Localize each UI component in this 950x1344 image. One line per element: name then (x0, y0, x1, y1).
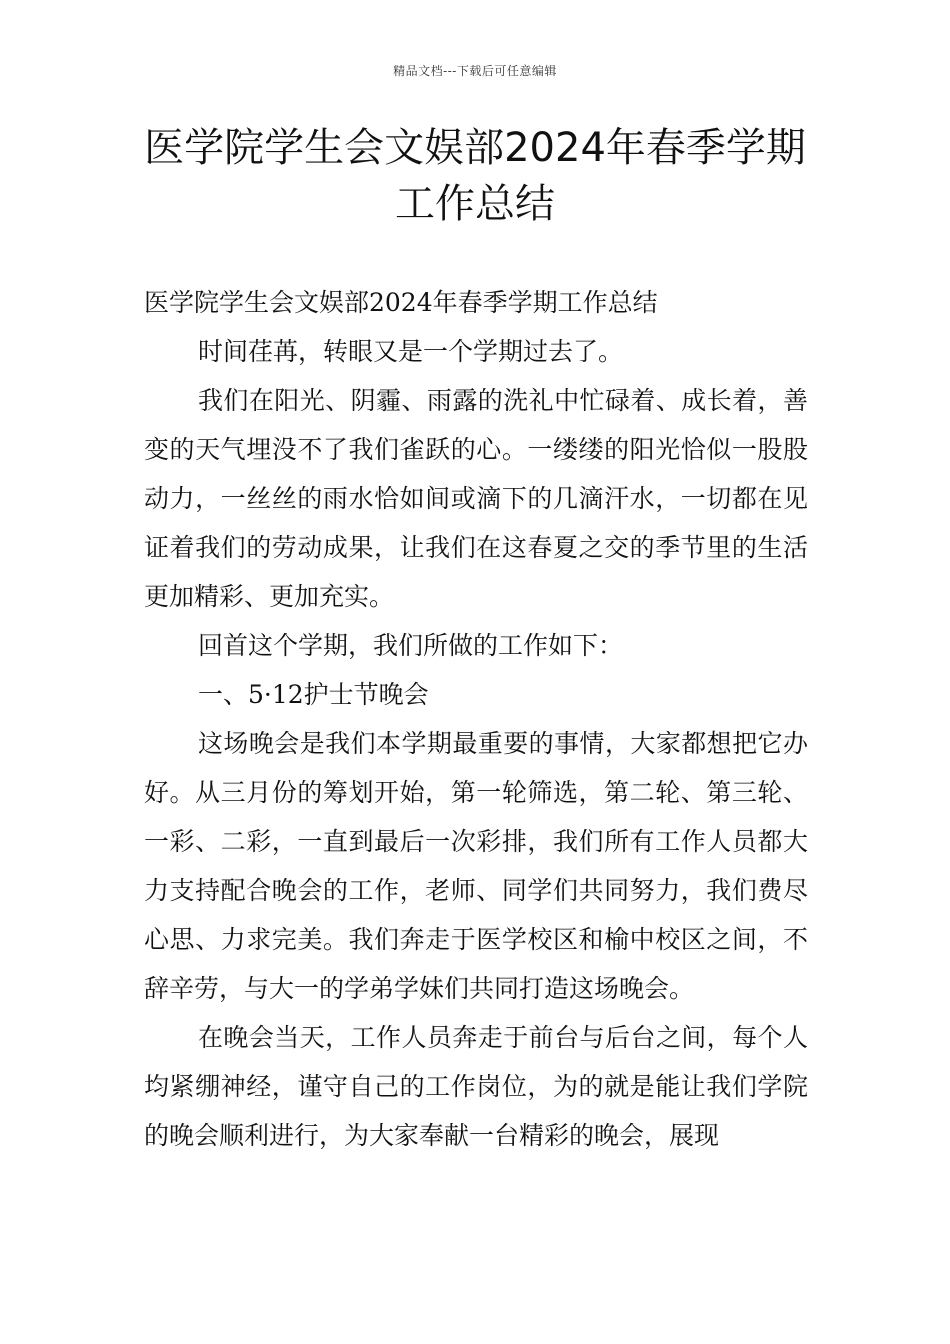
header-note: 精品文档---下载后可任意编辑 (393, 64, 557, 78)
section-heading-1: 一、5·12护士节晚会 (198, 680, 429, 709)
paragraph-gala: 这场晚会是我们本学期最重要的事情，大家都想把它办好。从三月份的筹划开始，第一轮筛选，第二轮、第三轮、一彩、二彩，一直到最后一次彩排，我们所有工作人员都大力支持配合晚会的工作，老师、同学们共同努力，我们费尽心思、力求完美。我们奔走于医学校区和榆中校区之间，不辞辛劳，与大一的学弟学妹们共同打造这场晚会。 (144, 729, 808, 1003)
document-title (100, 120, 850, 232)
paragraph-gala-day: 在晚会当天，工作人员奔走于前台与后台之间，每个人均紧绷神经，谨守自己的工作岗位，为的就是能让我们学院的晚会顺利进行，为大家奉献一台精彩的晚会，展现 (144, 1023, 808, 1150)
document-body (144, 278, 808, 1160)
paragraph-intro: 时间荏苒，转眼又是一个学期过去了。 (198, 337, 624, 366)
title-line-2: 工作总结 (395, 181, 555, 227)
title-line-1: 医学院学生会文娱部2024年春季学期 (144, 125, 806, 171)
paragraph-reflection: 我们在阳光、阴霾、雨露的洗礼中忙碌着、成长着，善变的天气埋没不了我们雀跃的心。一缕缕的阳光恰似一股股动力，一丝丝的雨水恰如间或滴下的几滴汗水，一切都在见证着我们的劳动成果，让我们在这春夏之交的季节里的生活更加精彩、更加充实。 (144, 386, 808, 611)
paragraph-review: 回首这个学期，我们所做的工作如下： (198, 631, 624, 660)
body-subtitle: 医学院学生会文娱部2024年春季学期工作总结 (144, 288, 658, 317)
